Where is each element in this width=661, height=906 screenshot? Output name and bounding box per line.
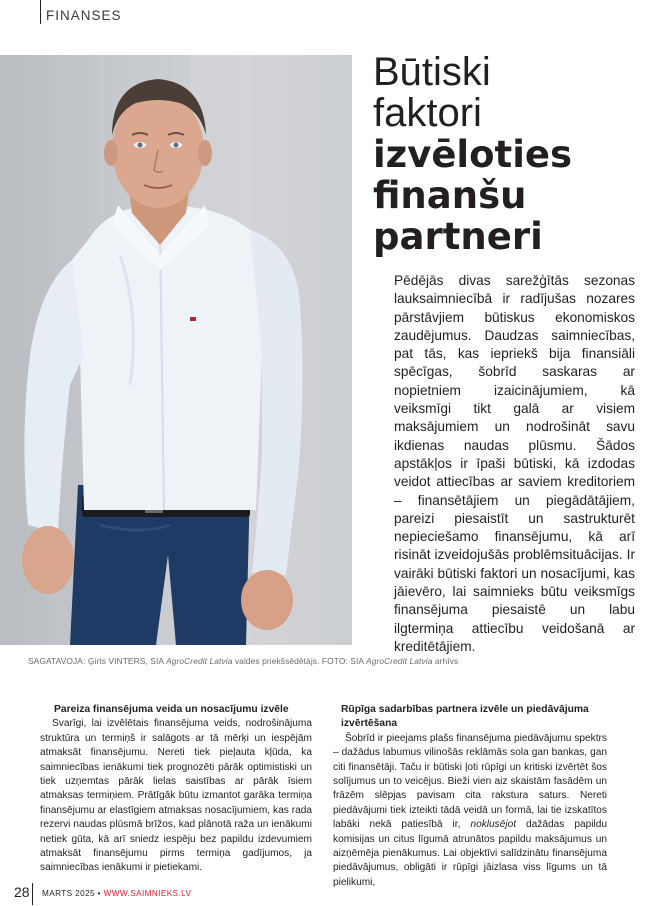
left-column [40, 703, 312, 876]
right-paragraph-part-2: dažādas papildu komisijas un citus līgumā atrunātos papildu maksājumus un aizņēmēja pienākumus. Lai objektīvi salīdzinātu finansējuma piedāvājumus, obligāti ir rūpīgi jāizlasa viss līgums un tā pielikumi, [333, 819, 607, 888]
right-column [333, 703, 607, 890]
section-label: FINANSES [46, 8, 122, 23]
title-line-1: Būtiski [373, 50, 491, 94]
title-line-5: partneri [373, 215, 543, 258]
left-column-paragraph: Svarīgi, lai izvēlētais finansējuma veids, nodrošinājuma struktūra un termiņš ir salāgots ar tā mērķi un iespējām atmaksāt finansējumu. Nereti tiek pieļauta kļūda, ka saimniecības ienākumi tiek prognozēti pārāk optimistiski un tiek uzņemtas pārāk lielas saistības ar pārāk īsiem atmaksas termiņiem. Prātīgāk būtu izmantot garāka termiņa finansējumu ar elastīgiem atmaksas nosacījumiem, kas rada rezervi naudas plūsmā brīžos, kad plānotā raža un ienākumi netiek gūta, kā arī sniedz iespēju bez papildu izdevumiem atmaksāt finansējumu pirms termiņa gadījumos, ja saimniecības ienākumi ir pietiekami. [40, 718, 312, 874]
title-line-2: faktori [373, 91, 482, 135]
right-column-paragraph [333, 732, 607, 890]
right-paragraph-emphasis: noklusējot [470, 819, 517, 831]
right-paragraph-part-1: Šobrīd ir pieejams plašs finansējuma piedāvājumu spektrs – dažādus labumus vilinošās reklāmās sola gan bankas, gan citi finansētāji. Taču ir būtiski ļoti rūpīgi un kritiski izvērtēt šos solījumus un to veicējus. Bieži vien aiz skaistām fasādēm un frāzēm slēpjas pavisam cita rakstura saturs. Nereti piedāvājumi tiek izteikti tādā veidā un formā, lai tie izskatītos labāki nekā patiesībā ir, [333, 732, 607, 831]
left-column-heading: Pareiza finansējuma veida un nosacījumu izvēle [54, 704, 289, 715]
photo-caption [28, 656, 458, 666]
title-line-4: finanšu [373, 174, 527, 217]
right-column-heading: Rūpīga sadarbības partnera izvēle un piedāvājuma izvērtēšana [341, 704, 589, 730]
article-title [373, 52, 572, 257]
caption-company-2: AgroCredit Latvia [366, 656, 433, 666]
section-rule [40, 0, 41, 24]
footer-url-link[interactable]: WWW.SAIMNIEKS.LV [103, 889, 192, 898]
footer-rule [32, 883, 33, 905]
footer-issue-date: MARTS 2025 • [42, 889, 104, 898]
caption-company-1: AgroCredit Latvia [166, 656, 233, 666]
portrait-photo [0, 55, 352, 645]
caption-suffix: arhīvs [432, 656, 459, 666]
title-line-3: izvēloties [373, 133, 573, 176]
article-intro: Pēdējās divas sarežģītās sezonas lauksaimniecībā ir radījušas nozares pārstāvjiem būtiskus ekonomiskos zaudējumus. Daudzas saimniecības, pat tās, kas iepriekš bija finansiāli spēcīgas, šobrīd saskaras ar nopietniem izaicinājumiem, kā veiksmīgi tikt galā ar visiem maksājumiem un nodrošināt savu ikdienas naudas plūsmu. Šādos apstākļos ir īpaši būtiski, kā izdodas veidot attiecības ar saviem kreditoriem – finansētājiem un piegādātājiem, pareizi piesaistīt un sastrukturēt nepieciešamo finansējumu, kā arī risināt izveidojušās problēmsituācijas. Ir vairāki būtiski faktori un nosacījumi, kas jāievēro, lai saimnieks būtu veiksmīgs finansējuma piesaistē un labu ilgtermiņa attiecību veidošanā ar kreditētājiem. [394, 273, 635, 654]
page-number: 28 [14, 884, 30, 900]
footer-issue [42, 889, 191, 898]
caption-middle: valdes priekšsēdētājs. FOTO: SIA [232, 656, 367, 666]
caption-prefix: SAGATAVOJA: Ģirts VINTERS, SIA [28, 656, 167, 666]
